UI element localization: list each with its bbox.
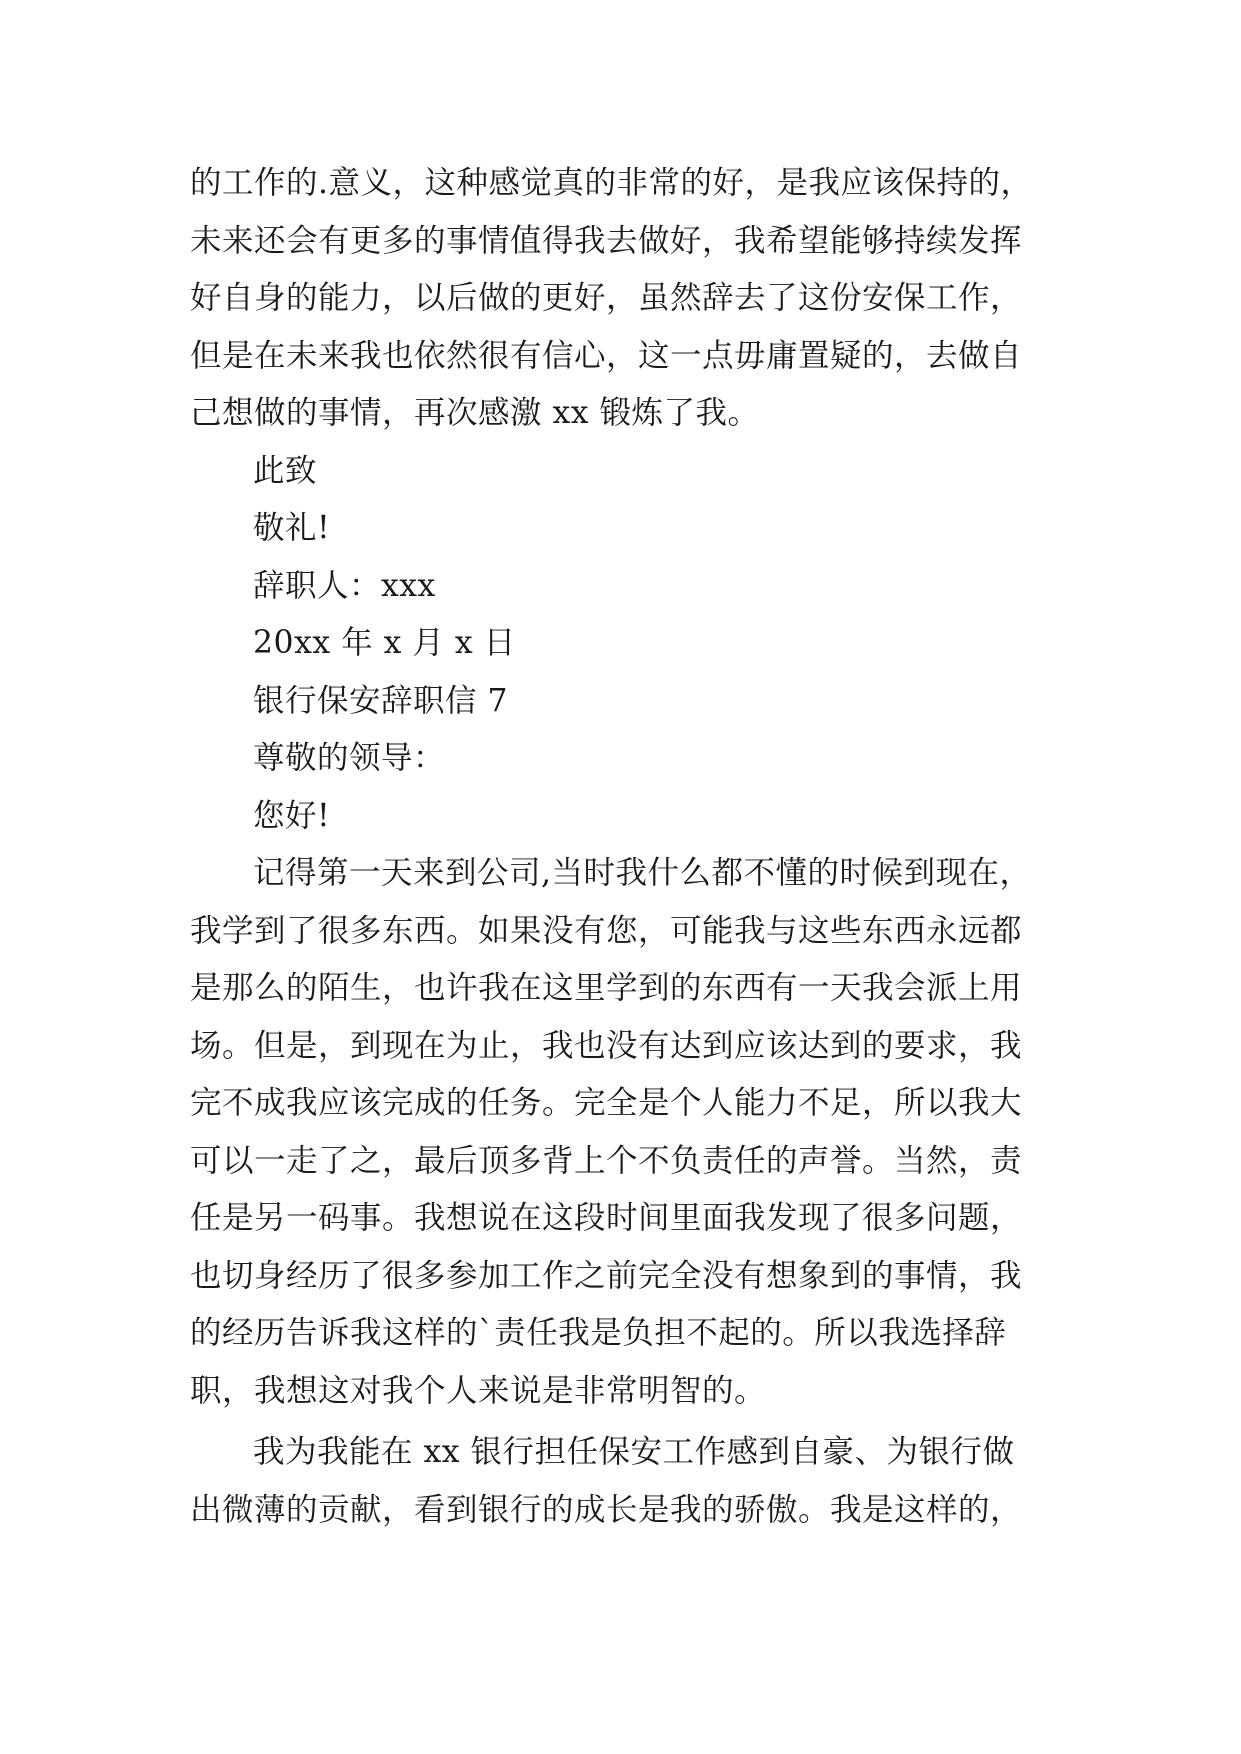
closing-salutation: 此致	[253, 452, 318, 489]
paragraph-line: 也切身经历了很多参加工作之前完全没有想象到的事情，我	[190, 1257, 1023, 1294]
paragraph-line: 记得第一天来到公司,当时我什么都不懂的时候到现在，	[253, 855, 1032, 891]
paragraph-line: 好自身的能力，以后做的更好，虽然辞去了这份安保工作，	[190, 280, 1023, 316]
signatory: 辞职人：xxx	[253, 567, 436, 604]
paragraph-line: 的经历告诉我这样的`责任我是负担不起的。所以我选择辞	[190, 1315, 1007, 1351]
paragraph-line: 的工作的.意义，这种感觉真的非常的好，是我应该保持的，	[190, 165, 1033, 201]
letter-heading: 银行保安辞职信 7	[253, 682, 509, 719]
paragraph-line: 是那么的陌生，也许我在这里学到的东西有一天我会派上用	[190, 970, 1023, 1006]
letter-date: 20xx 年 x 月 x 日	[253, 625, 516, 661]
paragraph-line: 出微薄的贡献，看到银行的成长是我的骄傲。我是这样的，	[190, 1491, 1023, 1528]
paragraph-line: 完不成我应该完成的任务。完全是个人能力不足，所以我大	[190, 1085, 1023, 1121]
paragraph-line: 场。但是，到现在为止，我也没有达到应该达到的要求，我	[190, 1027, 1023, 1064]
paragraph-line: 我为我能在 xx 银行担任保安工作感到自豪、为银行做	[253, 1434, 1015, 1470]
paragraph-line: 未来还会有更多的事情值得我去做好，我希望能够持续发挥	[190, 222, 1023, 259]
letter-addressee: 尊敬的领导：	[253, 740, 446, 776]
paragraph-line: 任是另一码事。我想说在这段时间里面我发现了很多问题，	[190, 1200, 1023, 1236]
paragraph-line: 职，我想这对我个人来说是非常明智的。	[190, 1372, 767, 1409]
document-page	[190, 155, 1070, 1539]
paragraph-line: 但是在未来我也依然很有信心，这一点毋庸置疑的，去做自	[190, 337, 1023, 374]
paragraph-line: 己想做的事情，再次感激 xx 锻炼了我。	[190, 395, 760, 431]
paragraph-line: 我学到了很多东西。如果没有您，可能我与这些东西永远都	[190, 912, 1023, 949]
closing-regards: 敬礼!	[253, 510, 331, 546]
paragraph-line: 可以一走了之，最后顶多背上个不负责任的声誉。当然，责	[190, 1142, 1023, 1179]
letter-greeting: 您好!	[253, 797, 331, 834]
